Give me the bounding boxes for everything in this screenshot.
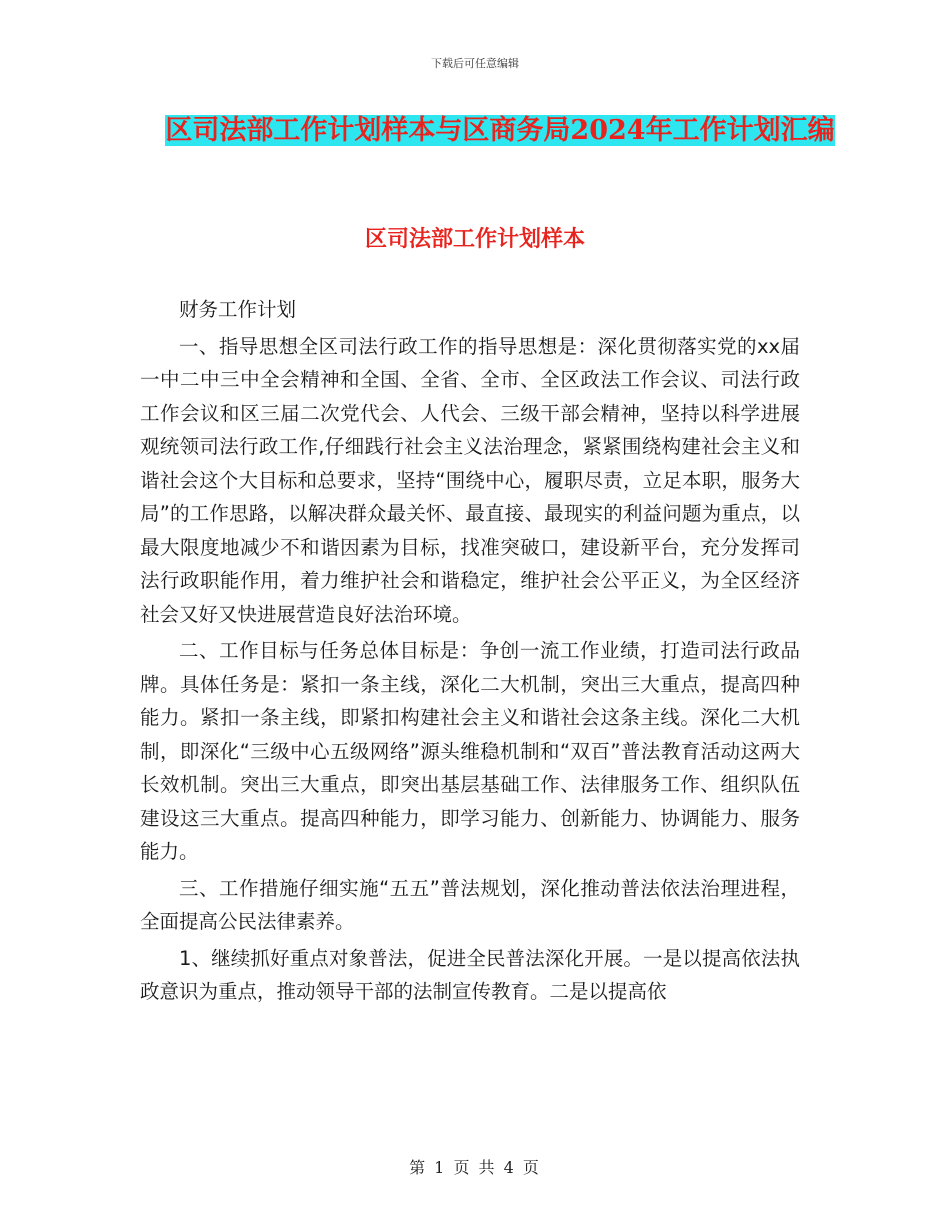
paragraph-key-targets: 1、继续抓好重点对象普法，促进全民普法深化开展。一是以提高依法执政意识为重点，推动领导干部的法制宣传教育。二是以提高依: [140, 946, 800, 1003]
paragraph-work-measures: 三、工作措施仔细实施“五五”普法规划，深化推动普法依法治理进程，全面提高公民法律素养。: [140, 876, 800, 933]
paragraph-goals-tasks: 二、工作目标与任务总体目标是：争创一流工作业绩，打造司法行政品牌。具体任务是：紧扣一条主线，深化二大机制，突出三大重点，提高四种能力。紧扣一条主线，即紧扣构建社会主义和谐社会这条主线。深化二大机制，即深化“三级中心五级网络”源头维稳机制和“双百”普法教育活动这两大长效机制。突出三大重点，即突出基层基础工作、法律服务工作、组织队伍建设这三大重点。提高四种能力，即学习能力、创新能力、协调能力、服务能力。: [140, 639, 800, 863]
document-title-text: 区司法部工作计划样本与区商务局2024年工作计划汇编: [165, 115, 835, 146]
paragraph-finance-plan: 财务工作计划: [179, 298, 297, 321]
document-body: [140, 293, 800, 1012]
header-note: 下载后可任意编辑: [431, 57, 519, 70]
section-title: 区司法部工作计划样本: [364, 226, 585, 252]
document-title: [140, 108, 860, 154]
page-number: 第 1 页 共 4 页: [409, 1158, 541, 1177]
paragraph-guiding-thought: 一、指导思想全区司法行政工作的指导思想是：深化贯彻落实党的xx届一中二中三中全会精神和全国、全省、全市、全区政法工作会议、司法行政工作会议和区三届二次党代会、人代会、三级干部会精神，坚持以科学进展观统领司法行政工作,仔细践行社会主义法治理念，紧紧围绕构建社会主义和谐社会这个大目标和总要求，坚持“围绕中心，履职尽责，立足本职，服务大局”的工作思路，以解决群众最关怀、最直接、最现实的利益问题为重点，以最大限度地减少不和谐因素为目标，找准突破口，建设新平台，充分发挥司法行政职能作用，着力维护社会和谐稳定，维护社会公平正义，为全区经济社会又好又快进展营造良好法治环境。: [140, 334, 800, 626]
